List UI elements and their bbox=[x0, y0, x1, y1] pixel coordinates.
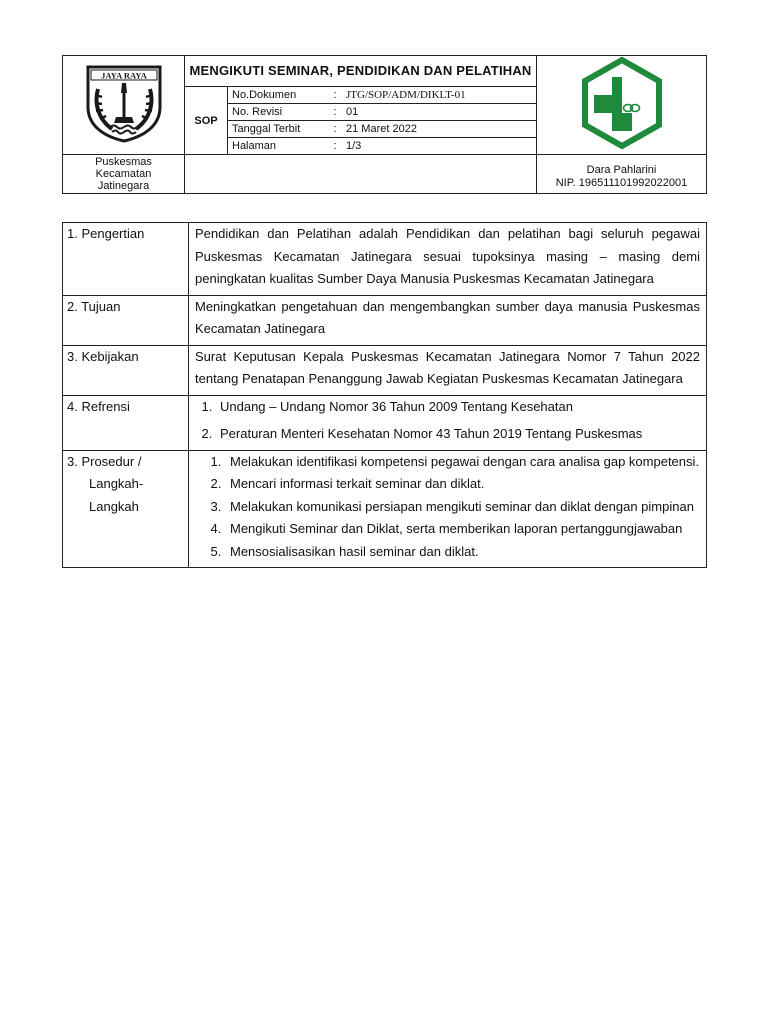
meta-value: 1/3 bbox=[342, 138, 537, 155]
section-text: Surat Keputusan Kepala Puskesmas Kecamatan Jatinegara Nomor 7 Tahun 2022 tentang Penatapan Penanggung Jawab Kegiatan Puskesmas Kecamatan Jatinegara bbox=[189, 345, 707, 395]
label-line: Langkah bbox=[89, 498, 139, 514]
organization-line: Kecamatan bbox=[95, 168, 152, 180]
meta-colon: : bbox=[328, 104, 342, 121]
procedure-steps bbox=[195, 451, 700, 564]
sop-content-table bbox=[62, 222, 707, 568]
meta-key: Tanggal Terbit bbox=[228, 121, 329, 138]
section-text: Pendidikan dan Pelatihan adalah Pendidikan dan pelatihan bagi seluruh pegawai Puskesmas Kecamatan Jatinegara sesuai tupoksinya masing – masing demi peningkatan kualitas Sumber Daya Manusia Puskesmas Kecamatan Jatinegara bbox=[189, 223, 707, 296]
organization-line: Puskesmas bbox=[95, 156, 152, 168]
references-cell bbox=[189, 395, 707, 450]
list-item: 3. Melakukan komunikasi persiapan mengikuti seminar dan diklat dengan pimpinan bbox=[225, 496, 700, 519]
section-label: 3. Kebijakan bbox=[63, 345, 189, 395]
signer-block bbox=[537, 155, 707, 194]
meta-value: JTG/SOP/ADM/DIKLT-01 bbox=[342, 87, 537, 104]
jakarta-logo-cell bbox=[63, 56, 185, 155]
references-list bbox=[195, 396, 700, 446]
sop-header bbox=[62, 55, 707, 194]
meta-value: 01 bbox=[342, 104, 537, 121]
label-line: 3. Prosedur / bbox=[67, 453, 142, 469]
organization-name bbox=[63, 155, 185, 194]
list-item: 2. Mencari informasi terkait seminar dan diklat. bbox=[225, 473, 700, 496]
meta-colon: : bbox=[328, 138, 342, 155]
document-title: MENGIKUTI SEMINAR, PENDIDIKAN DAN PELATIHAN bbox=[185, 56, 537, 87]
section-row bbox=[63, 395, 707, 450]
list-item: 2. Peraturan Menteri Kesehatan Nomor 43 Tahun 2019 Tentang Puskesmas bbox=[216, 423, 700, 446]
section-label bbox=[63, 450, 189, 568]
section-row bbox=[63, 223, 707, 296]
section-label: 1. Pengertian bbox=[63, 223, 189, 296]
section-label: 2. Tujuan bbox=[63, 295, 189, 345]
meta-key: No. Revisi bbox=[228, 104, 329, 121]
health-ministry-cross-icon bbox=[576, 57, 668, 149]
section-row bbox=[63, 295, 707, 345]
jaya-raya-emblem-icon bbox=[82, 63, 166, 143]
meta-colon: : bbox=[328, 87, 342, 104]
meta-key: No.Dokumen bbox=[228, 87, 329, 104]
list-item: 5. Mensosialisasikan hasil seminar dan diklat. bbox=[225, 541, 700, 564]
signer-name: Dara Pahlarini bbox=[586, 164, 657, 176]
section-text: Meningkatkan pengetahuan dan mengembangkan sumber daya manusia Puskesmas Kecamatan Jatinegara bbox=[189, 295, 707, 345]
procedure-cell bbox=[189, 450, 707, 568]
section-row bbox=[63, 345, 707, 395]
label-line: Langkah- bbox=[89, 476, 144, 491]
list-item: 4. Mengikuti Seminar dan Diklat, serta memberikan laporan pertanggungjawaban bbox=[225, 518, 700, 541]
meta-value: 21 Maret 2022 bbox=[342, 121, 537, 138]
section-label: 4. Refrensi bbox=[63, 395, 189, 450]
list-item: 1. Melakukan identifikasi kompetensi pegawai dengan cara analisa gap kompetensi. bbox=[225, 451, 700, 474]
list-item: 1. Undang – Undang Nomor 36 Tahun 2009 Tentang Kesehatan bbox=[216, 396, 700, 419]
kemkes-logo-cell bbox=[537, 56, 707, 155]
signer-nip: NIP. 196511101992022001 bbox=[555, 177, 688, 189]
sop-label: SOP bbox=[185, 87, 228, 155]
section-row bbox=[63, 450, 707, 568]
empty-header-cell bbox=[185, 155, 537, 194]
meta-key: Halaman bbox=[228, 138, 329, 155]
organization-line: Jatinegara bbox=[97, 180, 150, 192]
meta-colon: : bbox=[328, 121, 342, 138]
logo-caption: JAYA RAYA bbox=[100, 70, 147, 80]
